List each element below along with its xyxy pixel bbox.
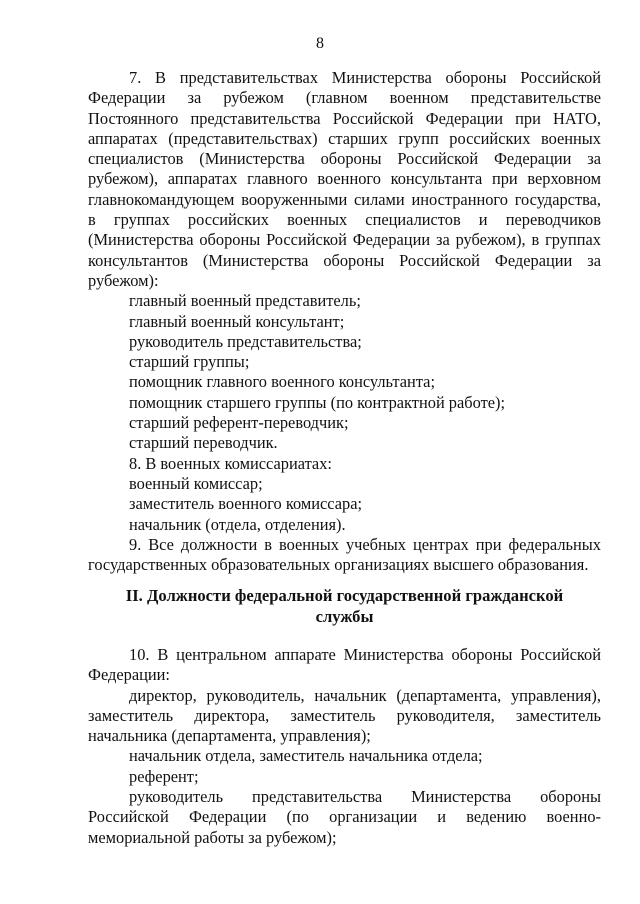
section-7-item: помощник старшего группы (по контрактной работе);	[129, 392, 506, 412]
section-9-text: 9. Все должности в военных учебных центрах при федеральных государственных образовательных организациях высшего образования.	[88, 534, 601, 575]
section-10-para-1: директор, руководитель, начальник (департамента, управления), заместитель директора, заместитель руководителя, заместитель начальника (департамента, управления);	[88, 685, 601, 746]
section-7-item: старший референт-переводчик;	[129, 413, 349, 433]
section-7-item: старший группы;	[129, 352, 250, 372]
section-7-item: главный военный представитель;	[129, 291, 361, 311]
section-7-item: старший переводчик.	[129, 433, 278, 453]
section-7-intro: 7. В представительствах Министерства обороны Российской Федерации за рубежом (главном военном представительстве Постоянного представительства Российской Федерации при НАТО, аппаратах (представительствах) старших групп российских военных специалистов (Министерства обороны Российской Федерации за рубежом), аппаратах главного военного консультанта при верховном главнокомандующем вооруженными силами иностранного государства, в группах российских военных специалистов и переводчиков (Министерства обороны Российской Федерации за рубежом), в группах консультантов (Министерства обороны Российской Федерации за рубежом):	[88, 68, 601, 290]
page-number: 8	[316, 35, 324, 52]
section-10-intro: 10. В центральном аппарате Министерства обороны Российской Федерации:	[88, 645, 601, 685]
section-10-para-4: руководитель представительства Министерства обороны Российской Федерации (по организации и ведению военно-мемориальной работы за рубежом);	[88, 787, 601, 847]
section-7-item: помощник главного военного консультанта;	[129, 372, 436, 392]
section-8-item: заместитель военного комиссара;	[129, 494, 363, 514]
section-7	[88, 68, 601, 575]
section-7-item: главный военный консультант;	[129, 311, 345, 331]
heading-line-2: службы	[315, 607, 374, 626]
section-8-item: начальник (отдела, отделения).	[129, 514, 346, 534]
section-7-item: руководитель представительства;	[129, 331, 362, 351]
section-heading	[88, 585, 601, 627]
section-10-para-2: начальник отдела, заместитель начальника отдела;	[129, 746, 483, 766]
section-10	[88, 645, 601, 848]
section-10-para-3: референт;	[129, 766, 199, 786]
heading-line-1: II. Должности федеральной государственной гражданской	[125, 586, 564, 605]
section-8-item: военный комиссар;	[129, 473, 263, 493]
section-8-intro: 8. В военных комиссариатах:	[129, 453, 332, 473]
